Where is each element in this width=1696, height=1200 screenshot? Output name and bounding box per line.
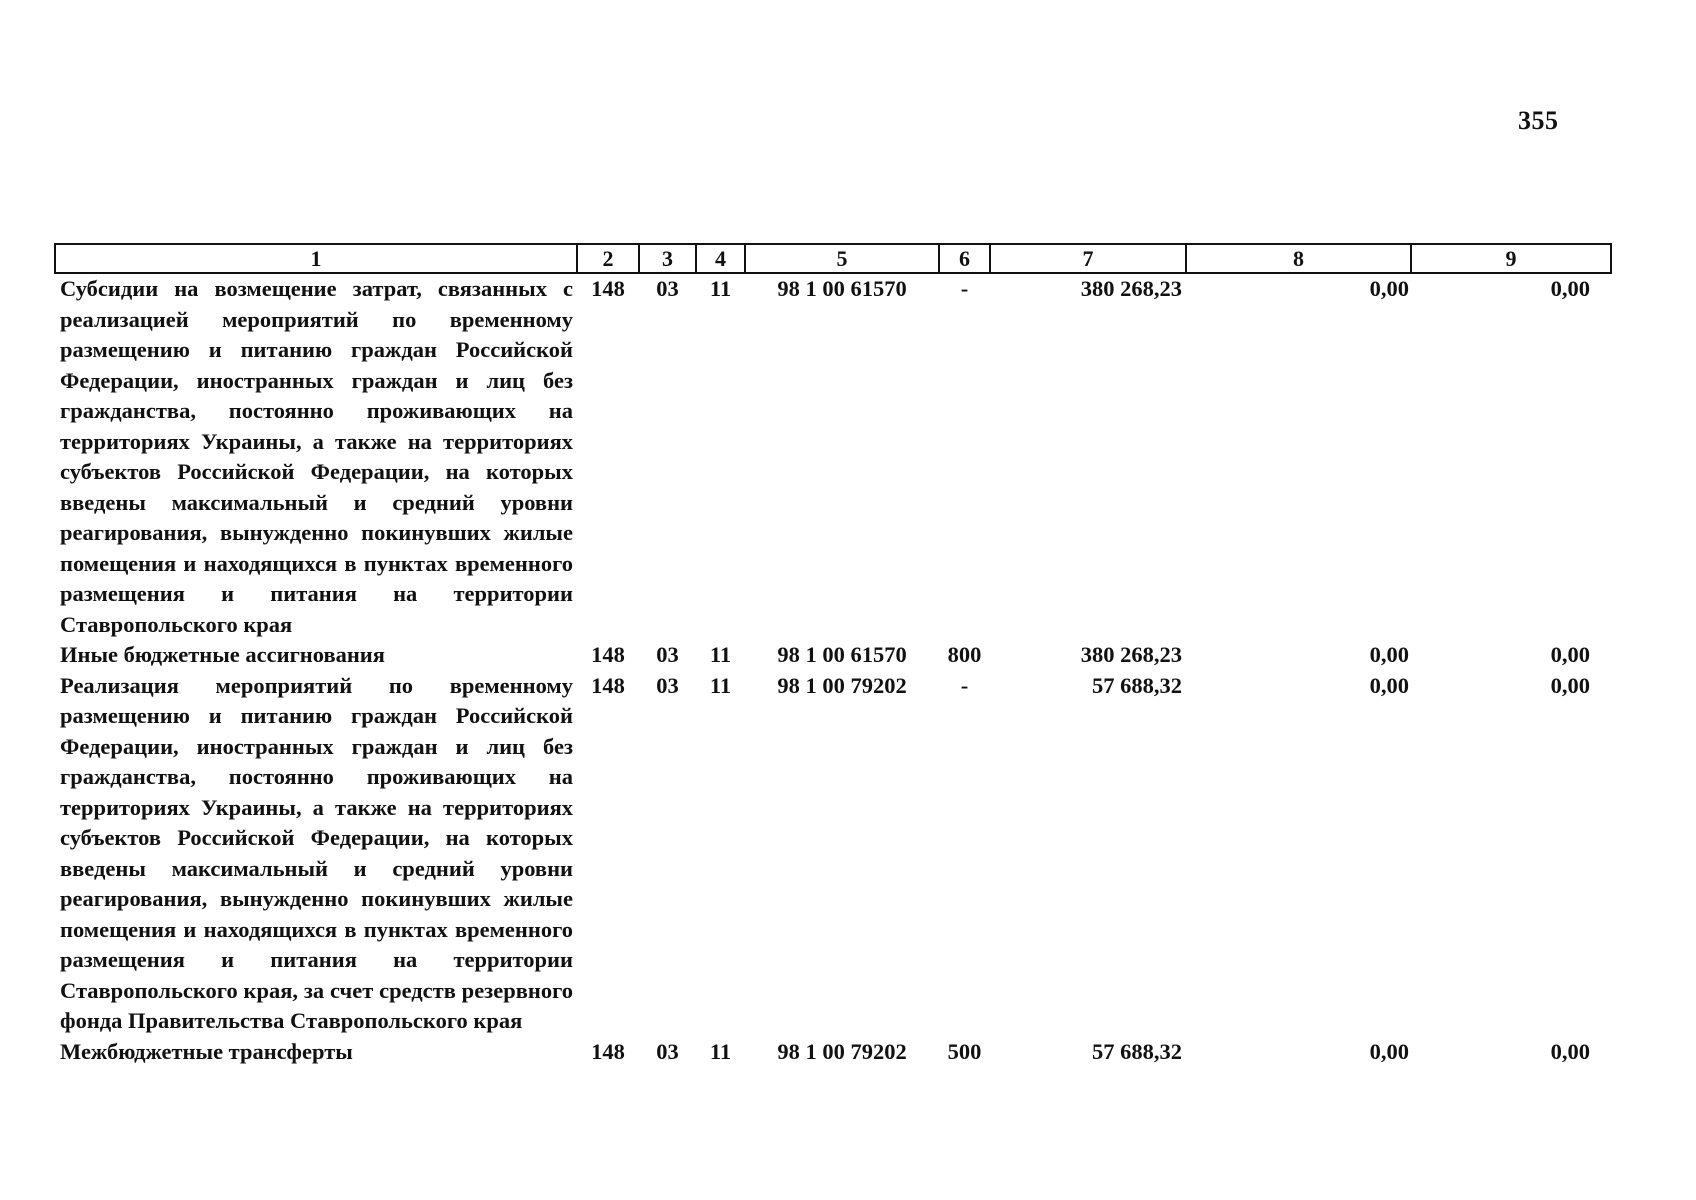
- row-col-2: 148: [591, 672, 625, 698]
- row-col-7: 57 688,32: [1092, 672, 1182, 698]
- table-row: [55, 671, 1611, 1037]
- row-col-5: 98 1 00 61570: [777, 642, 907, 667]
- row-col-3: 03: [656, 672, 679, 698]
- row-col-3: 03: [656, 276, 679, 301]
- row-col-9: 0,00: [1550, 1038, 1590, 1064]
- header-col-8: 8: [1186, 244, 1411, 273]
- header-col-3: 3: [639, 244, 696, 273]
- row-col-8: 0,00: [1369, 642, 1409, 667]
- row-col-3: 03: [656, 1038, 679, 1064]
- row-col-2: 148: [591, 642, 625, 667]
- row-col-6: 500: [947, 1038, 982, 1064]
- header-col-1: 1: [55, 244, 577, 273]
- row-col-4: 11: [709, 276, 732, 301]
- row-name: Иные бюджетные ассигнования: [60, 642, 385, 667]
- header-col-9: 9: [1411, 244, 1611, 273]
- row-col-6: -: [960, 672, 969, 698]
- header-col-7: 7: [990, 244, 1186, 273]
- row-col-5: 98 1 00 61570: [777, 276, 907, 301]
- row-col-6: 800: [947, 642, 982, 667]
- row-col-7: 380 268,23: [1080, 642, 1182, 667]
- page-number: 355: [1518, 106, 1559, 135]
- table-row: [55, 640, 1611, 671]
- table-row: [55, 1037, 1611, 1068]
- budget-table: [54, 243, 1612, 1067]
- row-col-8: 0,00: [1369, 672, 1409, 698]
- table-row: [55, 273, 1611, 640]
- row-col-7: 57 688,32: [1092, 1038, 1182, 1064]
- row-col-9: 0,00: [1550, 672, 1590, 698]
- header-col-5: 5: [745, 244, 939, 273]
- row-name: Реализация мероприятий по временному размещению и питанию граждан Российской Федерации, иностранных граждан и лиц без гражданства, постоянно проживающих на территориях Украины, а также на территориях субъектов Российской Федерации, на которых введены максимальный и средний уровни реагирования, вынужденно покинувших жилые помещения и находящихся в пунктах временного размещения и питания на территории Ставропольского края, за счет средств резервного фонда Правительства Ставропольского края: [60, 672, 573, 1033]
- row-name: Межбюджетные трансферты: [60, 1038, 353, 1064]
- row-col-6: -: [960, 276, 969, 301]
- row-col-8: 0,00: [1369, 276, 1409, 301]
- row-col-9: 0,00: [1550, 642, 1590, 667]
- row-col-4: 11: [709, 642, 732, 667]
- row-col-8: 0,00: [1369, 1038, 1409, 1064]
- header-col-6: 6: [939, 244, 990, 273]
- row-col-5: 98 1 00 79202: [777, 672, 907, 698]
- row-col-2: 148: [591, 276, 625, 301]
- row-col-5: 98 1 00 79202: [777, 1038, 907, 1064]
- row-col-4: 11: [709, 1038, 732, 1064]
- row-col-2: 148: [591, 1038, 625, 1064]
- header-row: [55, 244, 1611, 273]
- header-col-2: 2: [577, 244, 639, 273]
- table-body: [55, 273, 1611, 1067]
- header-col-4: 4: [696, 244, 745, 273]
- row-name: Субсидии на возмещение затрат, связанных с реализацией мероприятий по временному размещению и питанию граждан Российской Федерации, иностранных граждан и лиц без гражданства, постоянно проживающих на территориях Украины, а также на территориях субъектов Российской Федерации, на которых введены максимальный и средний уровни реагирования, вынужденно покинувших жилые помещения и находящихся в пунктах временного размещения и питания на территории Ставропольского края: [60, 276, 573, 637]
- row-col-7: 380 268,23: [1080, 276, 1182, 301]
- row-col-9: 0,00: [1550, 276, 1590, 301]
- row-col-3: 03: [656, 642, 679, 667]
- table-header: [55, 244, 1611, 273]
- row-col-4: 11: [709, 672, 732, 698]
